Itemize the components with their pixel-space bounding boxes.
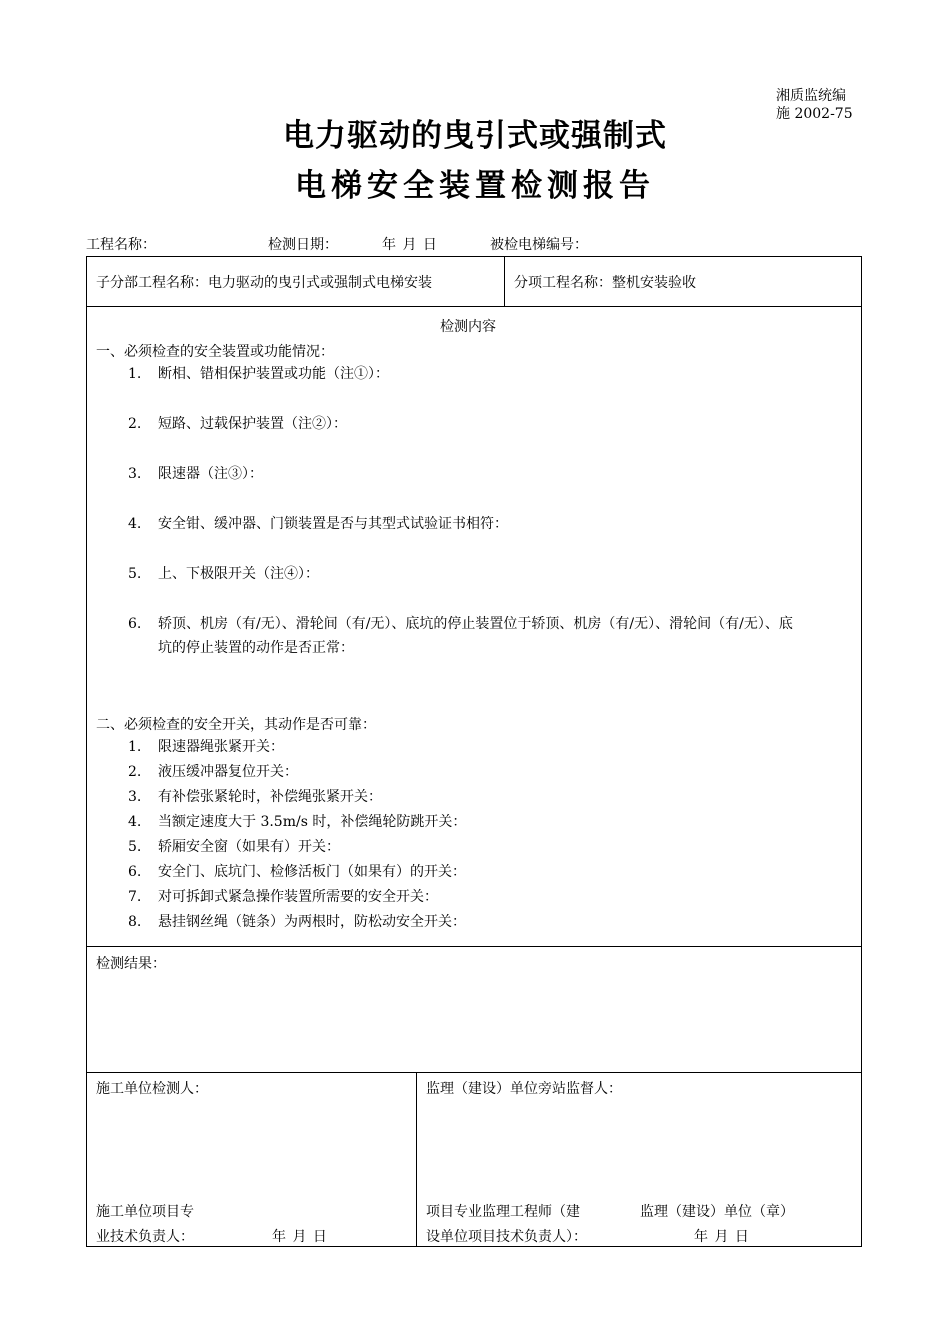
supervision-engineer-label-2: 设单位项目技术负责人）： [426,1229,587,1245]
construction-tech-lead-label-1: 施工单位项目专 [96,1204,194,1220]
construction-inspector-label: 施工单位检测人： [96,1081,208,1097]
test-date-units: 年 月 日 [382,237,437,253]
supervision-seal-label: 监理（建设）单位（章） [640,1204,794,1220]
content-heading: 检测内容 [440,319,496,335]
section2-title: 二、必须检查的安全开关，其动作是否可靠： [96,717,376,733]
section2-item: 8. 悬挂钢丝绳（链条）为两根时，防松动安全开关： [128,914,466,930]
form-code-line2: 施 2002-75 [776,106,853,122]
signature-divider [416,1072,417,1247]
page-title-line2: 电梯安全装置检测报告 [295,168,655,204]
page-title-line1: 电力驱动的曳引式或强制式 [283,118,667,154]
section2-item: 3. 有补偿张紧轮时，补偿绳张紧开关： [128,789,382,805]
table-divider-3 [86,1072,862,1073]
result-label: 检测结果： [96,956,166,972]
sub-project-name: 子分部工程名称：电力驱动的曳引式或强制式电梯安装 [96,275,432,291]
form-code-line1: 湘质监统编 [776,88,846,104]
section2-item: 7. 对可拆卸式紧急操作装置所需要的安全开关： [128,889,438,905]
item-project-name: 分项工程名称：整机安装验收 [514,275,696,291]
row1-divider [504,256,505,306]
test-date-label: 检测日期： [268,237,338,253]
section1-item: 5. 上、下极限开关（注④）： [128,566,319,582]
section2-item: 1. 限速器绳张紧开关： [128,739,284,755]
section1-item: 1. 断相、错相保护装置或功能（注①）： [128,366,389,382]
section2-item: 4. 当额定速度大于 3.5m/s 时，补偿绳轮防跳开关： [128,814,467,830]
section2-item: 2. 液压缓冲器复位开关： [128,764,298,780]
supervisor-onsite-label: 监理（建设）单位旁站监督人： [426,1081,622,1097]
section1-item-continuation: 坑的停止装置的动作是否正常： [158,640,354,656]
section2-item: 5. 轿厢安全窗（如果有）开关： [128,839,340,855]
table-divider-2 [86,946,862,947]
section1-item: 3. 限速器（注③）： [128,466,263,482]
section1-item: 4. 安全钳、缓冲器、门锁装置是否与其型式试验证书相符： [128,516,508,532]
elevator-number-label: 被检电梯编号： [490,237,588,253]
supervision-engineer-label-1: 项目专业监理工程师（建 [426,1204,580,1220]
section2-item: 6. 安全门、底坑门、检修活板门（如果有）的开关： [128,864,466,880]
section1-item: 6. 轿顶、机房（有/无）、滑轮间（有/无）、底坑的停止装置位于轿顶、机房（有/无）、滑轮间（有/无）、底 [128,616,793,632]
section1-item: 2. 短路、过载保护装置（注②）： [128,416,347,432]
table-divider-1 [86,306,862,307]
construction-sign-date: 年 月 日 [272,1229,327,1245]
supervision-sign-date: 年 月 日 [694,1229,749,1245]
construction-tech-lead-label-2: 业技术负责人： [96,1229,194,1245]
project-name-label: 工程名称： [86,237,156,253]
section1-title: 一、必须检查的安全装置或功能情况： [96,344,334,360]
